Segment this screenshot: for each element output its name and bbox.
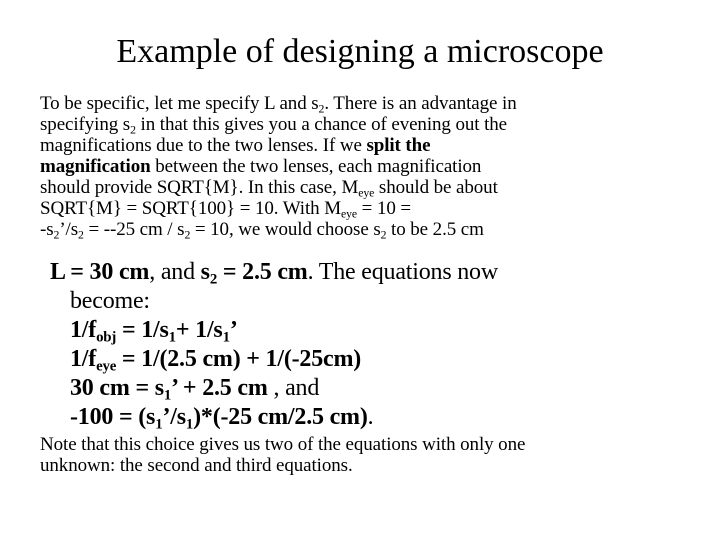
subscript: 1 [155, 416, 163, 433]
text-run: = 1/s [116, 317, 169, 343]
equation-1 [40, 316, 690, 345]
text-line: Note that this choice gives us two of the equations with only one [40, 434, 526, 455]
text-run: = 1/(2.5 cm) + 1/(-25cm) [116, 346, 362, 372]
text-run: -s [40, 219, 54, 240]
subscript: 2 [318, 102, 325, 116]
text-run: SQRT{M} = SQRT{100} = 10. With M [40, 198, 341, 219]
text-run: ’/s [162, 404, 186, 430]
slide-title: Example of designing a microscope [116, 33, 604, 70]
paragraph-equations [40, 258, 690, 432]
bold-text [70, 346, 362, 375]
text-run: = 2.5 cm [217, 259, 308, 285]
text-run: 30 cm = s [70, 375, 164, 401]
subscript: 1 [185, 416, 194, 433]
subscript: eye [96, 358, 117, 375]
text-run: To be specific, let me specify L and s [40, 93, 319, 114]
paragraph-design-rationale [40, 93, 720, 240]
text-run: specifying s [40, 114, 131, 135]
subscript: eye [358, 186, 375, 200]
text-run: 1/f [70, 346, 97, 372]
text-run: in that this gives you a chance of evening out the [135, 114, 507, 135]
text-run: become: [70, 288, 150, 314]
text-line: unknown: the second and third equations. [40, 455, 353, 476]
text-line [40, 198, 720, 221]
subscript: 1 [163, 387, 172, 404]
text-run: ’ [229, 317, 238, 343]
text-line [40, 287, 690, 316]
bold-text: magnification [40, 156, 151, 177]
subscript: 2 [184, 228, 191, 242]
text-run: ’/s [59, 219, 79, 240]
bold-text [70, 404, 368, 433]
text-run: + 1/s [175, 317, 223, 343]
text-run: . The equations now [307, 259, 498, 285]
text-run: between the two lenses, each magnification [150, 156, 482, 177]
subscript: obj [96, 329, 117, 346]
text-run: )*(-25 cm/2.5 cm) [193, 404, 368, 430]
bold-text: L = 30 cm [50, 259, 150, 285]
subscript: 2 [209, 271, 218, 288]
text-run: ’ + 2.5 cm [171, 375, 268, 401]
text-run: to be 2.5 cm [386, 219, 484, 240]
text-run: s [200, 259, 210, 285]
text-run: , and [267, 375, 320, 401]
bold-text [200, 259, 308, 288]
bold-text [70, 375, 268, 404]
text-run: = 10, we would choose s [190, 219, 381, 240]
text-run: . There is an advantage in [324, 93, 517, 114]
text-run: . [367, 404, 374, 430]
subscript: eye [341, 207, 358, 221]
text-line [40, 156, 720, 177]
subscript: 1 [222, 329, 230, 346]
text-line [40, 258, 690, 287]
text-run: = --25 cm / s [83, 219, 185, 240]
bold-text [70, 317, 238, 346]
paragraph-note [40, 434, 720, 476]
text-run: magnifications due to the two lenses. If we [40, 135, 367, 156]
subscript: 2 [130, 123, 136, 137]
text-line [40, 177, 720, 200]
text-line [40, 93, 720, 116]
text-line [40, 114, 720, 137]
bold-text: split the [366, 135, 431, 156]
subscript: 1 [168, 329, 176, 346]
text-run: should be about [374, 177, 498, 198]
text-run: = 10 = [357, 198, 412, 219]
equation-3 [40, 374, 690, 403]
subscript: 2 [78, 228, 84, 242]
text-run: 1/f [70, 317, 97, 343]
equation-2 [40, 345, 690, 374]
equation-4 [40, 403, 690, 432]
text-line [40, 135, 720, 156]
text-run: , and [149, 259, 201, 285]
text-run: -100 = (s [70, 404, 156, 430]
text-run: should provide SQRT{M}. In this case, M [40, 177, 359, 198]
subscript: 2 [380, 228, 387, 242]
subscript: 2 [53, 228, 60, 242]
text-line [40, 219, 720, 242]
